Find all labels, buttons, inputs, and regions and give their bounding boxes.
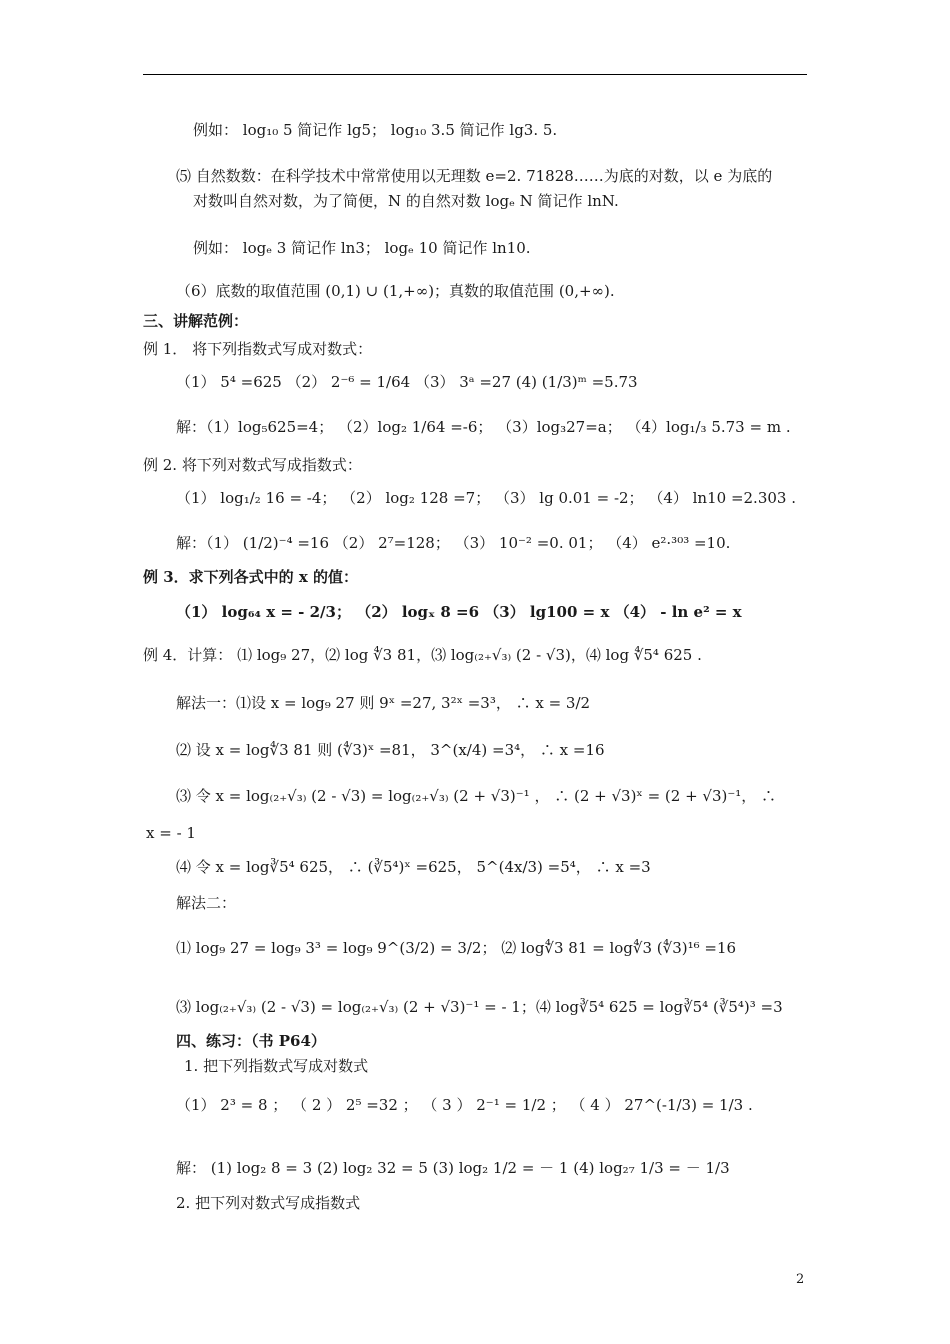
text-line: 解： (1) log₂ 8 = 3 (2) log₂ 32 = 5 (3) log₂ 1/2 = － 1 (4) log₂₇ 1/3 = － 1/3 [176,1159,730,1177]
text-line: 解法二： [176,894,237,912]
text-line: （1） log₁/₂ 16 = -4； （2） log₂ 128 =7； （3） lg 0.01 = -2； （4） ln10 =2.303 . [176,489,796,507]
text-line: （1） 2³ = 8 ； （ 2 ） 2⁵ =32 ； （ 3 ） 2⁻¹ = 1/2 ； （ 4 ） 27^(-1/3) = 1/3 . [176,1096,753,1114]
text-line: ⑶ 令 x = log₍₂₊√₃₎ (2 - √3) = log₍₂₊√₃₎ (2 + √3)⁻¹ ， ∴ (2 + √3)ˣ = (2 + √3)⁻¹， ∴ [176,787,777,805]
text-line: ⑶ log₍₂₊√₃₎ (2 - √3) = log₍₂₊√₃₎ (2 + √3)⁻¹ = - 1；⑷ log∛5⁴ 625 = log∛5⁴ (∛5⁴)³ =3 [176,998,783,1016]
text-line: 例 4．计算： ⑴ log₉ 27，⑵ log ∜3 81，⑶ log₍₂₊√₃₎ (2 - √3)，⑷ log ∜5⁴ 625 . [143,646,702,664]
text-line: 例 3．求下列各式中的 x 的值： [143,568,359,586]
text-line: （1） log₆₄ x = - 2/3； （2） logₓ 8 =6 （3） lg100 = x （4） - ln e² = x [176,603,742,621]
text-line: ⑸ 自然数数：在科学技术中常常使用以无理数 e=2. 71828……为底的对数，以 e 为底的 [176,167,773,185]
text-line: 解：（1） (1/2)⁻⁴ =16 （2） 2⁷=128； （3） 10⁻² =0. 01； （4） e²·³⁰³ =10. [176,534,731,552]
text-line: 对数叫自然对数，为了简便，N 的自然对数 logₑ N 简记作 lnN. [193,192,619,210]
text-line: 例如： log₁₀ 5 简记作 lg5； log₁₀ 3.5 简记作 lg3. 5. [193,121,558,139]
header-rule [143,74,807,75]
text-line: 例 1． 将下列指数式写成对数式： [143,340,373,358]
text-line: ⑴ log₉ 27 = log₉ 3³ = log₉ 9^(3/2) = 3/2； ⑵ log∜3 81 = log∜3 (∜3)¹⁶ =16 [176,939,737,957]
text-line: 四、练习：（书 P64） [176,1032,326,1050]
text-line: 1. 把下列指数式写成对数式 [184,1057,369,1075]
page-number: 2 [796,1272,805,1287]
text-line: 例 2. 将下列对数式写成指数式： [143,456,362,474]
text-line: （1） 5⁴ =625 （2） 2⁻⁶ = 1/64 （3） 3ᵃ =27 (4) (1/3)ᵐ =5.73 [176,373,638,391]
text-line: ⑷ 令 x = log∛5⁴ 625， ∴ (∛5⁴)ˣ =625， 5^(4x/3) =5⁴， ∴ x =3 [176,858,651,876]
text-line: 解：（1）log₅625=4； （2）log₂ 1/64 =-6； （3）log₃27=a； （4）log₁/₃ 5.73 = m . [176,418,791,436]
text-line: x = - 1 [146,824,196,842]
text-line: ⑵ 设 x = log∜3 81 则 (∜3)ˣ =81， 3^(x/4) =3⁴， ∴ x =16 [176,741,605,759]
text-line: 例如： logₑ 3 简记作 ln3； logₑ 10 简记作 ln10. [193,239,531,257]
text-line: （6）底数的取值范围 (0,1) ∪ (1,+∞)；真数的取值范围 (0,+∞). [176,282,615,300]
text-line: 2. 把下列对数式写成指数式 [176,1194,361,1212]
text-line: 三、讲解范例： [143,312,249,330]
text-line: 解法一：⑴设 x = log₉ 27 则 9ˣ =27, 3²ˣ =3³， ∴ x = 3/2 [176,694,591,712]
